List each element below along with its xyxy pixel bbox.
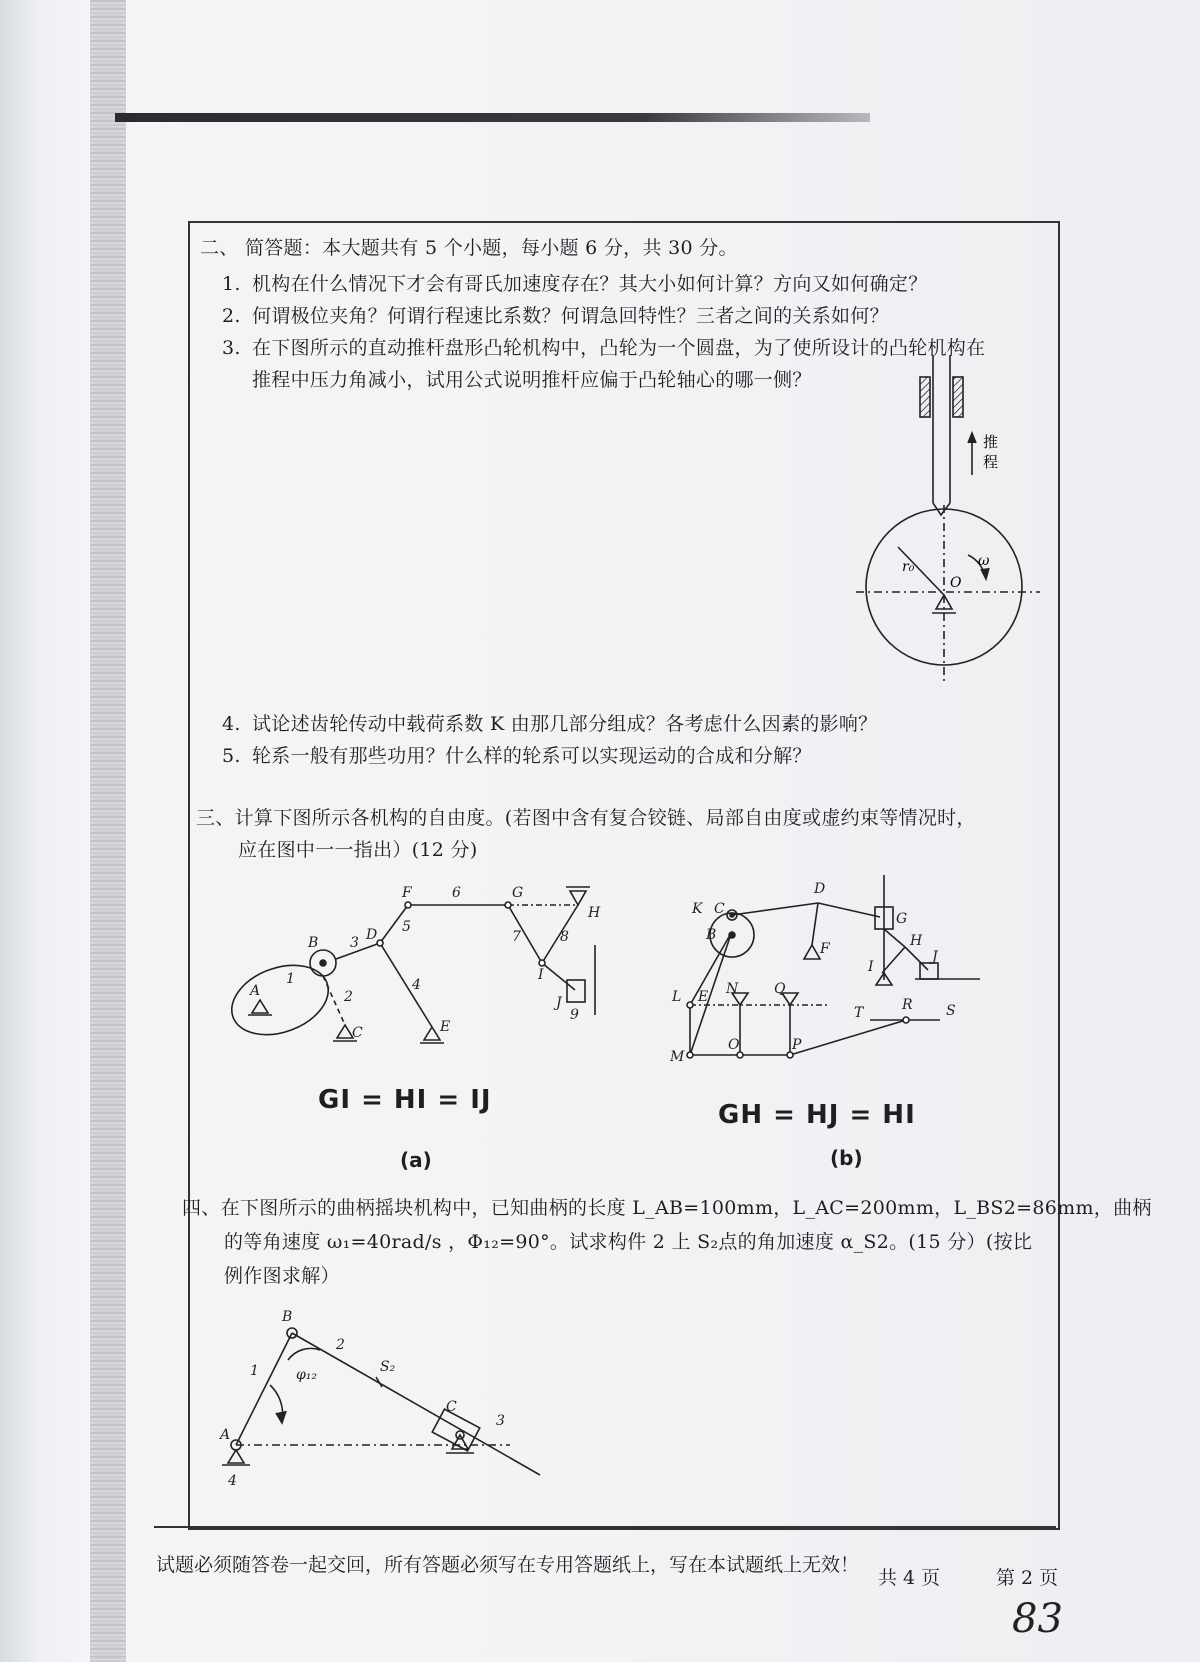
section4-line3: 例作图求解）	[224, 1265, 340, 1287]
question-4	[222, 712, 877, 736]
label-C: C	[714, 901, 725, 917]
label-B: B	[706, 927, 717, 943]
crank-rocker-figure	[210, 1305, 550, 1485]
phi-label: φ₁₂	[296, 1367, 318, 1383]
question-text: 机构在什么情况下才会有哥氏加速度存在？其大小如何计算？方向又如何确定？	[252, 273, 928, 295]
label-M: M	[670, 1049, 685, 1065]
section4-line1: 四、在下图所示的曲柄摇块机构中，已知曲柄的长度 L_AB=100mm，L_AC=200mm，L_BS2=86mm，曲柄	[182, 1197, 1152, 1219]
question-text: 试论述齿轮传动中载荷系数 K 由那几部分组成？各考虑什么因素的影响？	[252, 713, 878, 735]
label-E: E	[698, 989, 709, 1005]
label-T: T	[854, 1005, 864, 1021]
linkage-figure-a	[220, 875, 620, 1075]
label-G: G	[512, 885, 524, 901]
label-A: A	[220, 1427, 231, 1443]
question-1	[222, 272, 928, 296]
section2-heading: 二、 简答题：本大题共有 5 个小题，每小题 6 分，共 30 分。	[200, 237, 738, 259]
linkage-figure-b	[670, 875, 1030, 1075]
label-L: L	[672, 989, 682, 1005]
question-number: 1.	[222, 273, 241, 295]
question-number: 5.	[222, 745, 241, 767]
label-F: F	[402, 885, 412, 901]
omega-label: ω	[978, 553, 990, 569]
cam-mechanism-figure	[850, 355, 1050, 685]
link-9: 9	[570, 1007, 579, 1023]
question-3-continued: 推程中压力角减小，试用公式说明推杆应偏于凸轮轴心的哪一侧？	[252, 369, 812, 391]
label-J: J	[556, 995, 562, 1011]
question-text: 何谓极位夹角？何谓行程速比系数？何谓急回特性？三者之间的关系如何？	[252, 305, 889, 327]
label-B: B	[282, 1309, 293, 1325]
question-number: 4.	[222, 713, 241, 735]
label-G: G	[896, 911, 908, 927]
header-bar	[115, 113, 870, 122]
label-H: H	[588, 905, 601, 921]
label-H: H	[910, 933, 923, 949]
binding-edge	[90, 0, 126, 1662]
outer-frame-line	[154, 1526, 1056, 1548]
section3-line1: 三、计算下图所示各机构的自由度。(若图中含有复合铰链、局部自由度或虚约束等情况时，	[196, 807, 976, 829]
label-D: D	[366, 927, 378, 943]
footer-page-number: 第 2 页	[996, 1567, 1059, 1589]
label-P: P	[792, 1037, 802, 1053]
label-B: B	[308, 935, 319, 951]
link-7: 7	[512, 929, 521, 945]
r0-label: r₀	[902, 559, 915, 575]
question-2	[222, 304, 889, 328]
o-label: O	[950, 575, 962, 591]
label-F: F	[820, 941, 830, 957]
figure-b-note: GH = HJ = HI	[718, 1100, 916, 1130]
section3-line2: 应在图中一一指出）(12 分)	[238, 839, 478, 861]
label-S2: S₂	[380, 1359, 396, 1375]
link-3: 3	[496, 1413, 505, 1429]
footer-total-pages: 共 4 页	[878, 1567, 941, 1589]
question-text: 轮系一般有那些功用？什么样的轮系可以实现运动的合成和分解？	[252, 745, 812, 767]
link-2: 2	[336, 1337, 345, 1353]
link-1: 1	[286, 971, 295, 987]
push-label-1: 推	[983, 433, 999, 451]
link-1: 1	[250, 1363, 259, 1379]
label-R: R	[902, 997, 913, 1013]
label-A: A	[250, 983, 261, 999]
section4-line2: 的等角速度 ω₁=40rad/s ，Φ₁₂=90°。试求构件 2 上 S₂点的角加速度 α_S2。(15 分）(按比	[224, 1231, 1033, 1253]
push-label-2: 程	[983, 453, 999, 471]
figure-a-tag: (a)	[400, 1148, 432, 1172]
link-8: 8	[560, 929, 569, 945]
label-J: J	[932, 949, 938, 965]
link-4: 4	[228, 1473, 237, 1485]
label-I: I	[868, 959, 874, 975]
label-Q: Q	[774, 981, 786, 997]
label-O: O	[728, 1037, 740, 1053]
link-3: 3	[350, 935, 359, 951]
question-number: 3.	[222, 337, 241, 359]
figure-a-note: GI = HI = IJ	[318, 1085, 492, 1115]
question-text: 在下图所示的直动推杆盘形凸轮机构中，凸轮为一个圆盘，为了使所设计的凸轮机构在	[252, 337, 986, 359]
label-E: E	[440, 1019, 451, 1035]
label-S: S	[946, 1003, 956, 1019]
link-2: 2	[344, 989, 353, 1005]
link-6: 6	[452, 885, 461, 901]
label-C: C	[352, 1025, 363, 1041]
label-D: D	[814, 881, 826, 897]
link-4: 4	[412, 977, 421, 993]
label-N: N	[726, 981, 739, 997]
handwritten-page-number: 83	[1012, 1596, 1063, 1642]
link-5: 5	[402, 919, 411, 935]
footer-notice: 试题必须随答卷一起交回，所有答题必须写在专用答题纸上，写在本试题纸上无效！	[156, 1554, 860, 1576]
label-C: C	[446, 1399, 457, 1415]
question-5	[222, 744, 812, 768]
question-number: 2.	[222, 305, 241, 327]
label-I: I	[538, 967, 544, 983]
label-K: K	[692, 901, 703, 917]
figure-b-tag: (b)	[830, 1146, 863, 1170]
